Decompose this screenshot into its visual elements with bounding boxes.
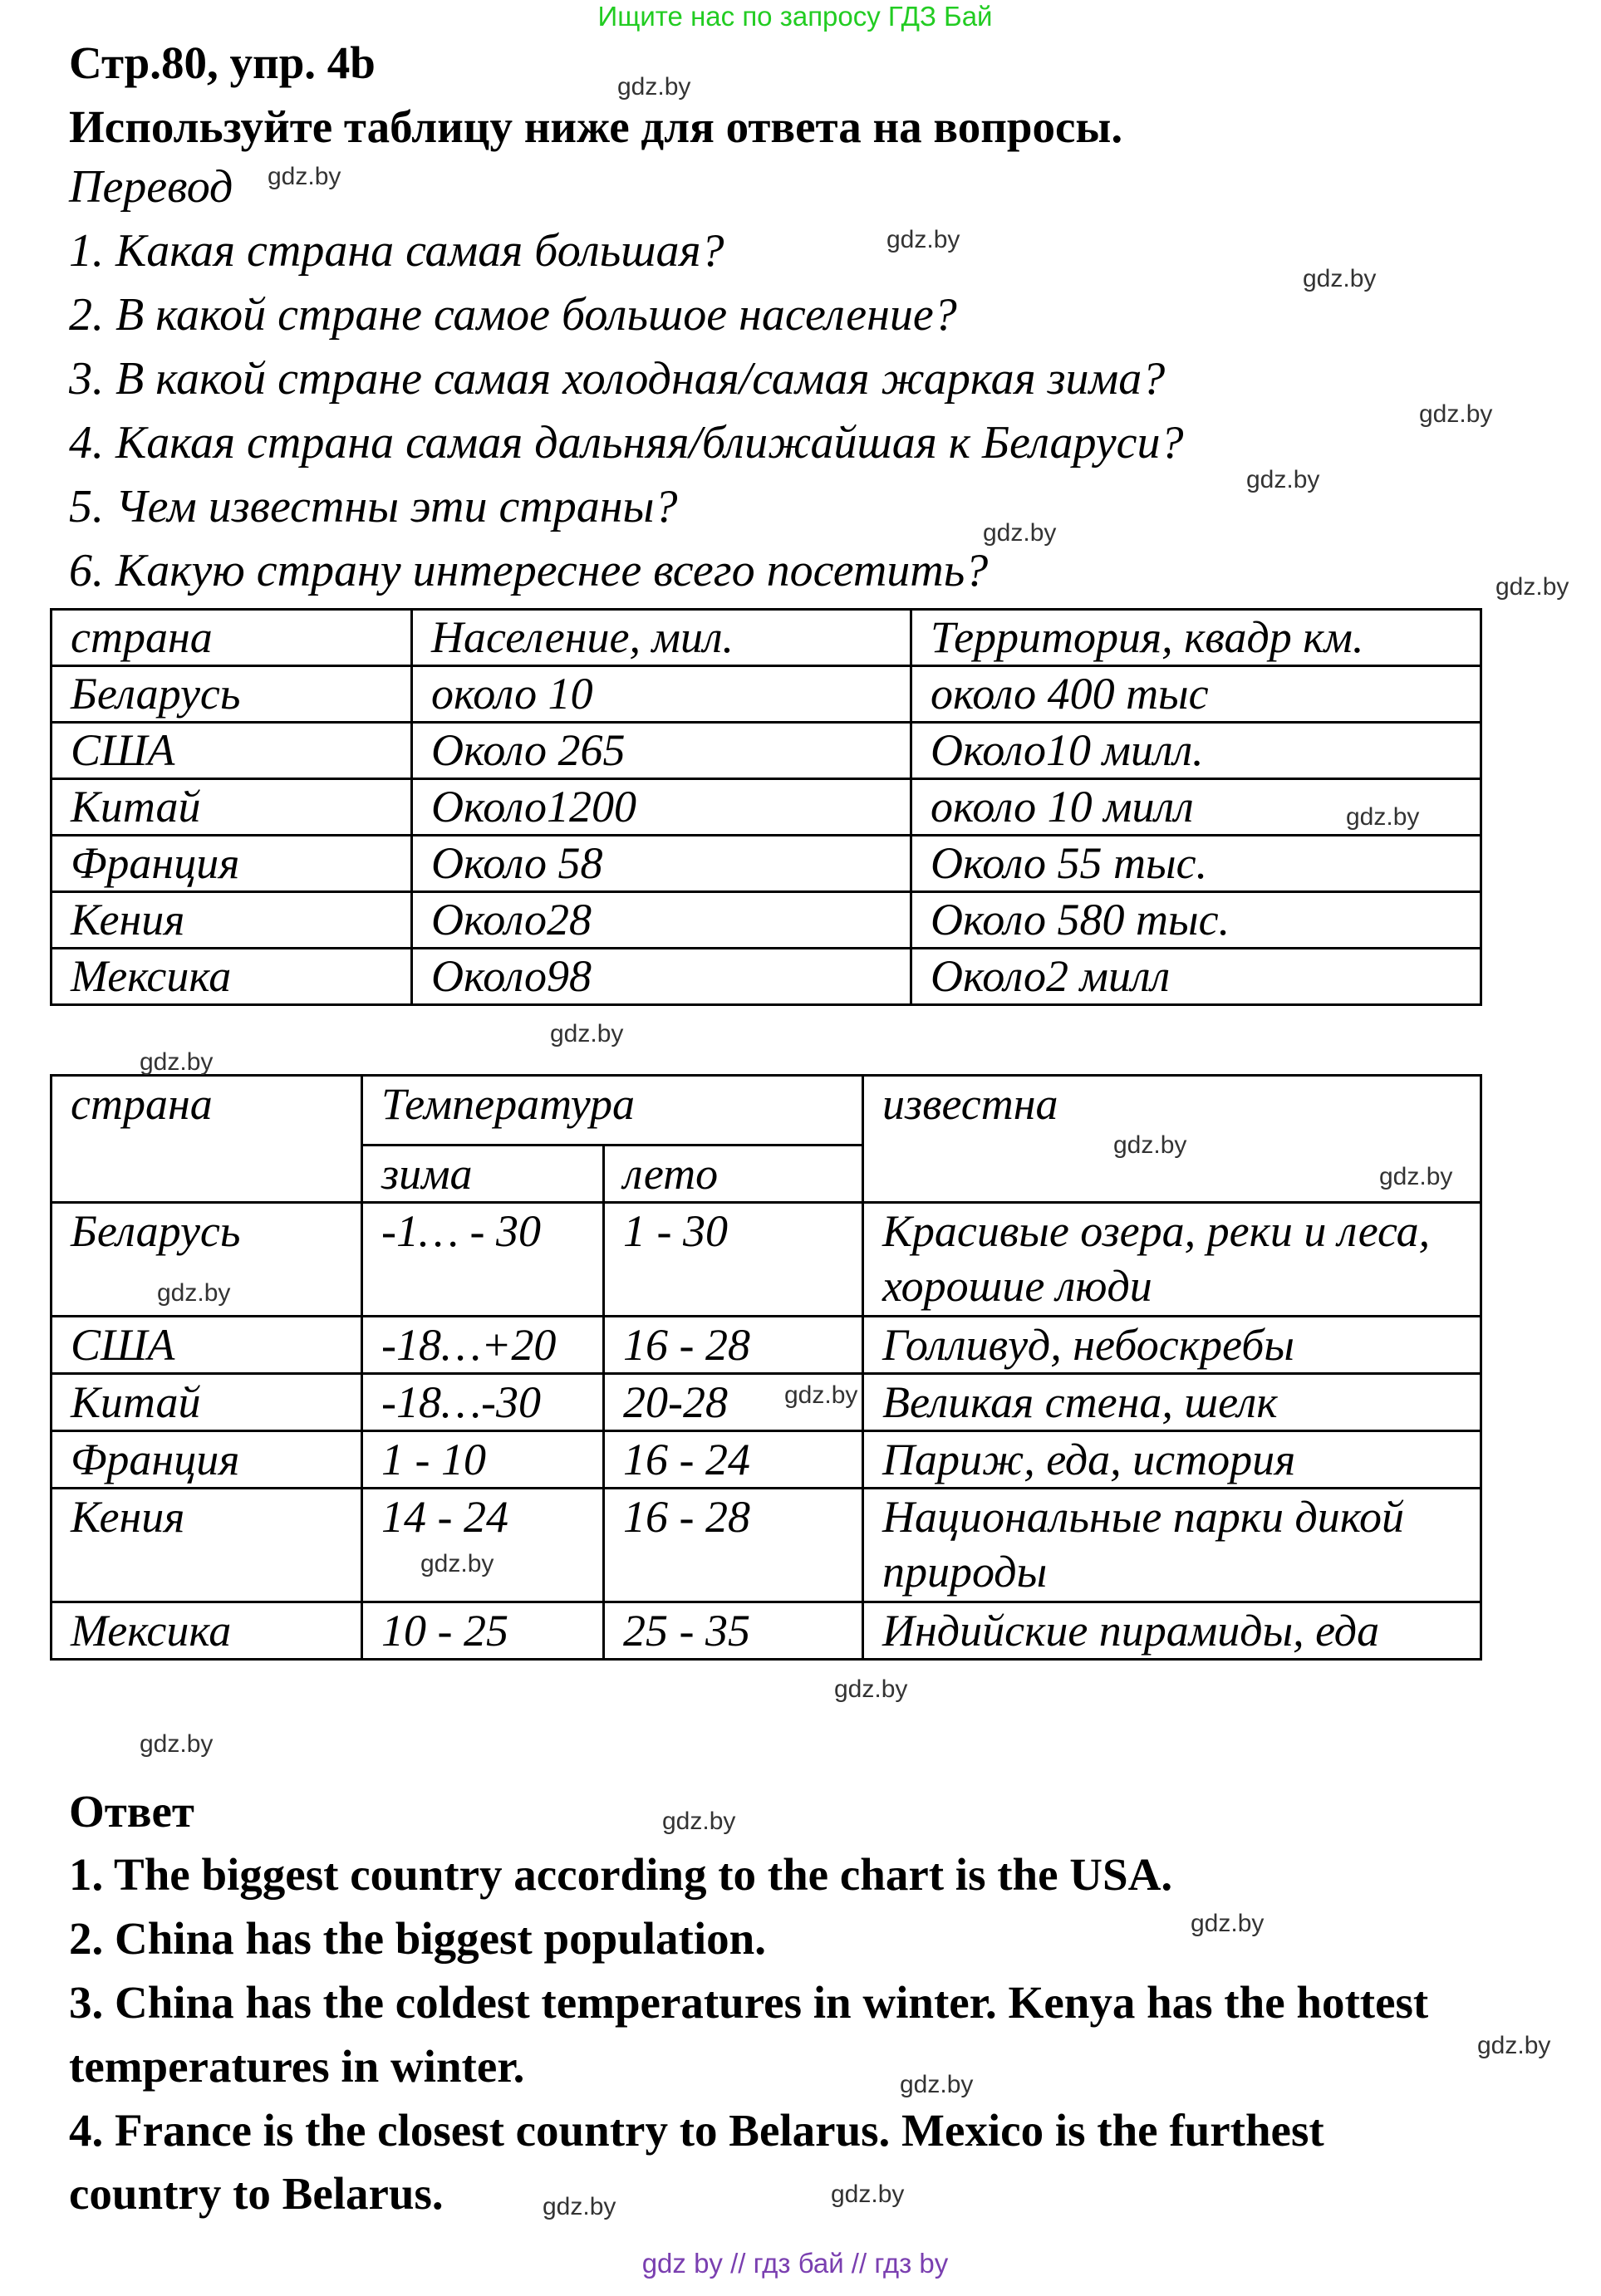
table-cell: -18…-30 [362,1374,604,1431]
table-header-row [52,1076,1481,1146]
watermark: gdz.by [420,1550,494,1577]
page-title: Стр.80, упр. 4b [69,37,376,88]
table-cell: Около 55 тыс. [911,836,1481,892]
header-cell: известна [863,1076,1481,1203]
watermark: gdz.by [831,2181,905,2208]
question-4: 4. Какая страна самая дальняя/ближайшая к Беларуси? [69,417,1184,469]
table-cell: Около 265 [412,723,911,779]
table-cell: Кения [52,1489,362,1602]
header-cell: Температура [362,1076,863,1146]
table-cell: Индийские пирамиды, еда [863,1602,1481,1660]
watermark: gdz.by [268,163,341,190]
answer-heading: Ответ [69,1786,194,1837]
watermark: gdz.by [1191,1910,1265,1937]
table-row [52,666,1481,723]
table-row [52,1317,1481,1374]
table-cell: Китай [52,779,412,836]
question-2: 2. В какой стране самое большое население? [69,289,957,341]
table-cell: Около1200 [412,779,911,836]
translation-label: Перевод [69,161,233,213]
table-row [52,1431,1481,1489]
table-cell: около 10 милл [911,779,1481,836]
table-cell: Франция [52,1431,362,1489]
promo-banner[interactable]: Ищите нас по запросу ГДЗ Бай [597,1,993,32]
answer-line: 2. China has the biggest population. [69,1913,766,1964]
table-cell: Кения [52,892,412,949]
table-cell: Национальные парки дикой природы [863,1489,1481,1602]
table-cell: Красивые озера, реки и леса, хорошие люди [863,1203,1481,1317]
watermark: gdz.by [1113,1131,1187,1159]
question-1: 1. Какая страна самая большая? [69,225,724,277]
table-cell: 1 - 30 [604,1203,863,1317]
table-cell: Мексика [52,949,412,1005]
temperature-fame-table [50,1074,1482,1661]
table-row [52,1374,1481,1431]
table-row [52,779,1481,836]
answer-line: 1. The biggest country according to the chart is the USA. [69,1849,1173,1900]
watermark: gdz.by [784,1381,858,1409]
table-cell: Китай [52,1374,362,1431]
answer-line: country to Belarus. [69,2168,444,2219]
question-6: 6. Какую страну интереснее всего посетить? [69,545,989,596]
population-territory-table [50,608,1482,1006]
watermark: gdz.by [543,2193,616,2220]
table-cell: около 400 тыс [911,666,1481,723]
footer-links[interactable]: gdz by // гдз бай // гдз by [641,2248,949,2279]
table-cell: Париж, еда, история [863,1431,1481,1489]
table-cell: Около98 [412,949,911,1005]
table-cell: Около 58 [412,836,911,892]
table-row [52,949,1481,1005]
table-cell: 16 - 28 [604,1317,863,1374]
question-3: 3. В какой стране самая холодная/самая жаркая зима? [69,353,1166,405]
table-row [52,836,1481,892]
table-cell: 20-28 [604,1374,863,1431]
watermark: gdz.by [1495,573,1569,601]
answer-line: 3. China has the coldest temperatures in winter. Kenya has the hottest [69,1977,1429,2028]
table-cell: 25 - 35 [604,1602,863,1660]
table-cell: США [52,723,412,779]
watermark: gdz.by [140,1048,214,1076]
table-cell: 14 - 24 [362,1489,604,1602]
table-cell: Мексика [52,1602,362,1660]
table-cell: 1 - 10 [362,1431,604,1489]
table-row [52,1602,1481,1660]
table-header-row [52,610,1481,666]
table-cell: Голливуд, небоскребы [863,1317,1481,1374]
question-5: 5. Чем известны эти страны? [69,481,678,532]
table-cell: 16 - 28 [604,1489,863,1602]
table-cell: Около2 милл [911,949,1481,1005]
task-instruction: Используйте таблицу ниже для ответа на вопросы. [69,101,1123,152]
header-cell: зима [362,1146,604,1203]
table-cell: 10 - 25 [362,1602,604,1660]
table-cell: Беларусь [52,1203,362,1317]
watermark: gdz.by [662,1808,736,1835]
watermark: gdz.by [1477,2032,1551,2059]
header-cell: страна [52,610,412,666]
watermark: gdz.by [1419,400,1493,428]
table-cell: около 10 [412,666,911,723]
table-cell: Великая стена, шелк [863,1374,1481,1431]
table-row [52,1203,1481,1317]
header-cell: Территория, квадр км. [911,610,1481,666]
answer-line: temperatures in winter. [69,2041,525,2092]
watermark: gdz.by [1246,466,1320,493]
table-row [52,892,1481,949]
watermark: gdz.by [157,1279,231,1307]
table-cell: 16 - 24 [604,1431,863,1489]
watermark: gdz.by [1346,803,1420,831]
watermark: gdz.by [886,226,960,253]
table-cell: Около10 милл. [911,723,1481,779]
table-row [52,1489,1481,1602]
watermark: gdz.by [900,2071,974,2098]
answer-line: 4. France is the closest country to Belarus. Mexico is the furthest [69,2105,1324,2156]
table-cell: -1… - 30 [362,1203,604,1317]
table-cell: Около 580 тыс. [911,892,1481,949]
watermark: gdz.by [140,1730,214,1758]
header-cell: Население, мил. [412,610,911,666]
watermark: gdz.by [834,1675,908,1703]
table-row [52,723,1481,779]
header-cell: лето [604,1146,863,1203]
table-cell: США [52,1317,362,1374]
table-cell: Беларусь [52,666,412,723]
watermark: gdz.by [550,1020,624,1047]
watermark: gdz.by [1379,1163,1453,1190]
watermark: gdz.by [1303,265,1377,292]
table-cell: Франция [52,836,412,892]
header-cell: страна [52,1076,362,1203]
watermark: gdz.by [617,73,691,101]
table-cell: Около28 [412,892,911,949]
watermark: gdz.by [983,519,1057,547]
table-cell: -18…+20 [362,1317,604,1374]
